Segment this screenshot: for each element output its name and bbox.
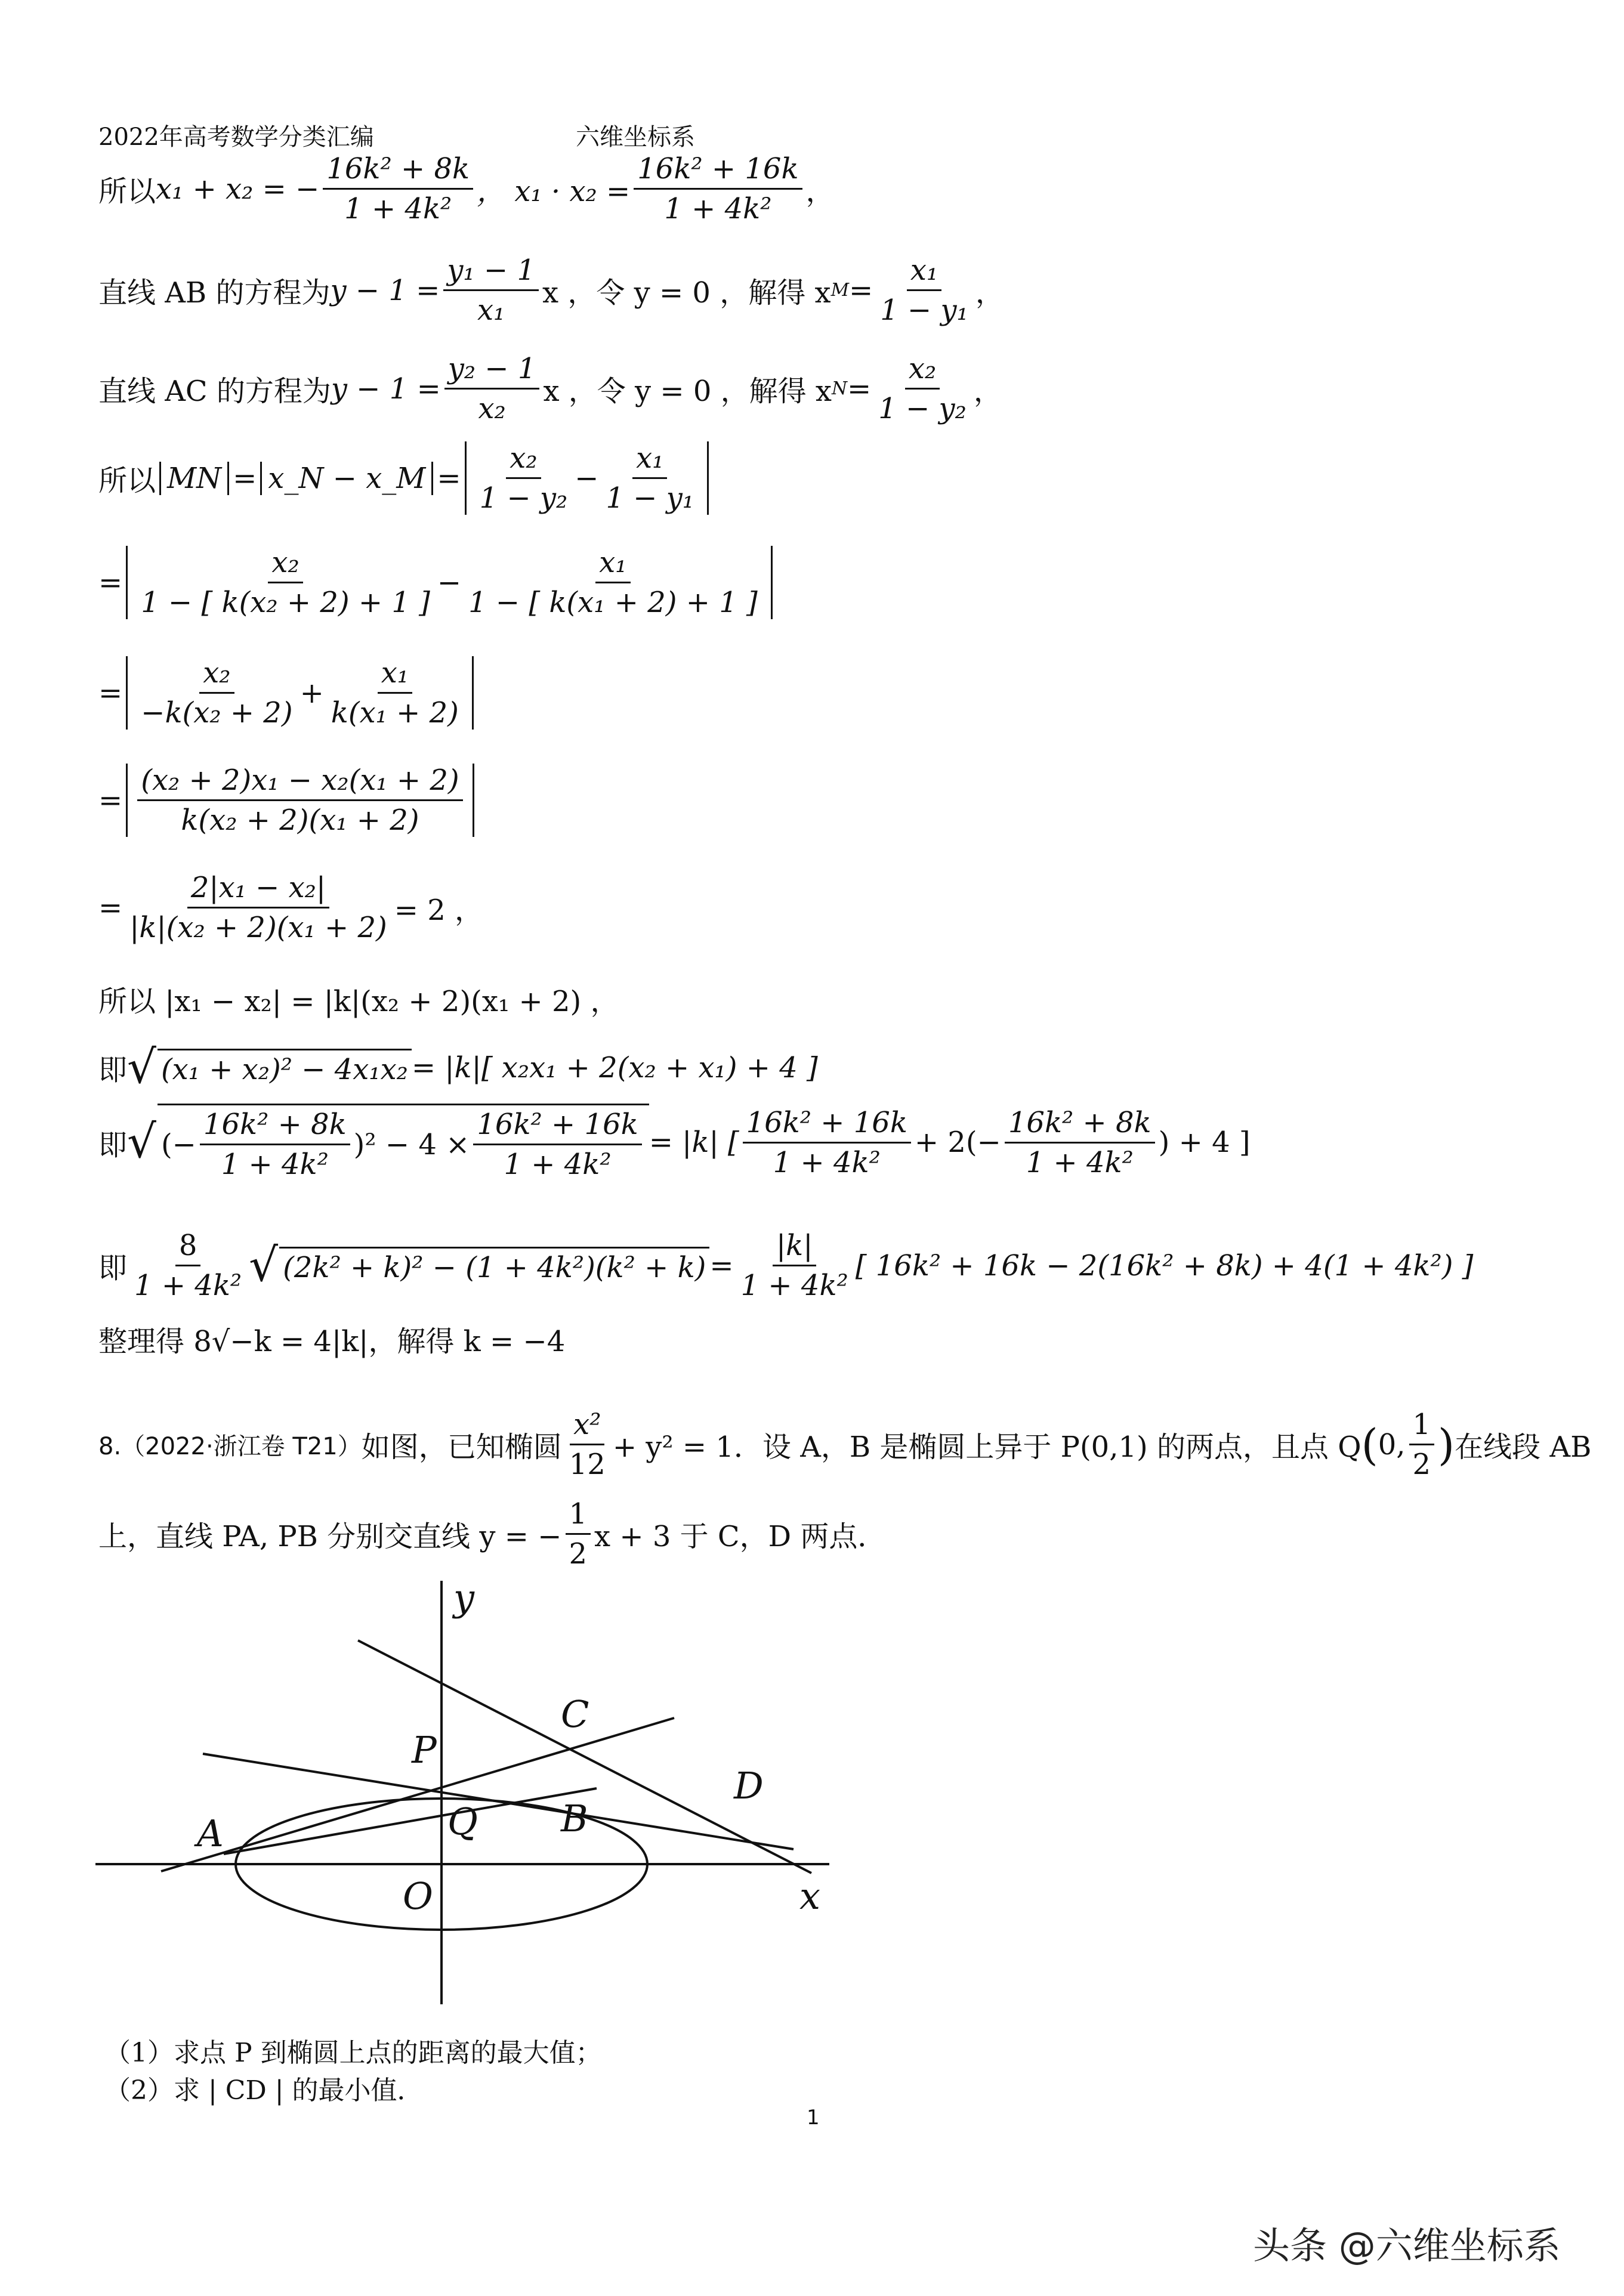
text-segment: ， [975,276,1004,310]
abs-value: MN [159,462,229,495]
numerator: x₁ [632,441,667,479]
question-1: （1）求点 P 到椭圆上点的距离的最大值； [104,2038,602,2068]
denominator: 1 + 4k² [504,1148,612,1181]
math-segment: ) + 4 ] [1158,1126,1251,1159]
math-segment: y − 1 = [331,372,441,406]
solution-line-11 [98,1104,1251,1181]
header-left: 2022年高考数学分类汇编 [98,123,374,151]
label-O: O [403,1874,433,1918]
fraction [743,1106,911,1179]
text-segment: = [849,273,873,307]
text-segment: − [437,565,462,600]
math-segment: (− [160,1127,196,1161]
solution-line-10 [98,1041,818,1094]
denominator: 1 + 4k² [1026,1145,1134,1179]
text-segment: = [98,783,123,817]
math-segment: y − 1 = [330,273,440,307]
radical-sign: √ [127,1041,156,1094]
problem-number: 8.（2022·浙江卷 T21） [98,1433,362,1460]
math-segment: ， x₁ · x₂ = [477,175,631,208]
text-segment: x ，令 y = 0 ，解得 x [542,276,831,310]
solution-line-12 [98,1229,1473,1302]
text-segment: = [847,372,872,406]
subscript: N [832,378,848,399]
fraction [131,1229,245,1302]
label-P: P [412,1728,437,1772]
paren-right: ) [1438,1419,1455,1470]
fraction [1005,1106,1155,1179]
question-2: （2）求 | CD | 的最小值． [104,2075,424,2106]
problem-statement-line-2 [98,1497,886,1571]
math-segment: x₁ + x₂ = − [156,172,320,206]
text-segment: = 2 ， [394,894,484,927]
numerator: 1 [1409,1408,1435,1445]
denominator: 1 − [ k(x₂ + 2) + 1 ] [141,586,430,619]
numerator: 16k² + 8k [1005,1106,1155,1144]
abs-value [126,764,474,837]
solution-line-6 [98,656,477,730]
text-segment: 直线 AB 的方程为 [98,276,331,310]
denominator: 2 [1412,1448,1431,1481]
page-number: 1 [807,2106,820,2130]
solution-line-8 [98,871,483,944]
numerator: (x₂ + 2)x₁ − x₂(x₁ + 2) [137,764,462,801]
abs-value [126,656,474,730]
numerator: 2|x₁ − x₂| [187,871,329,908]
solution-line-2 [98,254,1004,327]
text-segment: 所以 [98,464,156,497]
fraction [444,352,540,425]
denominator: 1 − y₂ [479,481,568,515]
fraction [137,764,462,837]
text-segment: 即 [98,1128,128,1162]
line-PB [203,1754,794,1849]
abs-value [465,441,709,515]
solution-line-5 [98,546,776,619]
denominator: 1 − y₁ [880,293,968,327]
fraction [465,546,761,619]
text-segment: = [98,565,123,600]
text-segment: 所以 [98,175,156,208]
text-segment: 整理得 8√−k = 4|k|，解得 k = −4 [98,1325,566,1358]
numerator: y₁ − 1 [443,254,539,291]
text-segment: 直线 AC 的方程为 [98,375,331,408]
solution-line-9 [98,978,619,1019]
text-segment: − [575,461,599,495]
numerator: x₁ [378,656,412,694]
numerator: x₂ [268,546,302,583]
fraction [737,1229,852,1302]
fraction [875,352,970,425]
radical-sign: √ [127,1115,156,1169]
radicand: (2k² + k)² − (1 + 4k²)(k² + k) [279,1247,709,1284]
text-segment: = [233,461,257,495]
denominator: k(x₂ + 2)(x₁ + 2) [181,804,419,837]
label-x: x [799,1874,820,1918]
fraction [328,656,462,730]
numerator: x₂ [199,656,234,694]
denominator: 12 [569,1448,606,1481]
numerator: |k| [773,1229,816,1266]
text-segment: x + 3 于 C，D 两点． [594,1520,887,1553]
fraction [126,871,391,944]
fraction [137,656,296,730]
text-segment: + y² = 1．设 A，B 是椭圆上异于 P(0,1) 的两点，且点 Q [612,1430,1361,1464]
solution-line-7 [98,764,478,837]
math-segment: [ 16k² + 16k − 2(16k² + 8k) + 4(1 + 4k²) ] [855,1249,1474,1283]
denominator: x₂ [478,392,506,425]
problem-statement-line-1 [98,1408,1591,1481]
numerator: 16k² + 16k [634,152,802,190]
numerator: x₂ [506,441,541,479]
text-segment: = [437,461,461,495]
square-root [249,1239,709,1292]
label-Q: Q [447,1800,478,1843]
solution-line-4 [98,441,712,515]
math-segment: + 2(− [914,1126,1001,1159]
fraction [603,441,698,515]
fraction [634,152,802,225]
denominator: 1 − y₂ [878,392,967,425]
math-segment: 0, [1378,1427,1406,1461]
fraction [323,152,473,225]
numerator: 16k² + 8k [200,1108,350,1145]
numerator: x₁ [595,546,630,583]
radical-sign: √ [249,1239,279,1292]
numerator: x₂ [905,352,940,390]
denominator: 1 + 4k² [773,1145,881,1179]
solution-line-1 [98,152,835,225]
denominator: |k|(x₂ + 2)(x₁ + 2) [129,911,387,944]
square-root [127,1104,649,1181]
text-segment: 所以 |x₁ − x₂| = |k|(x₂ + 2)(x₁ + 2) ， [98,985,619,1018]
denominator: 1 + 4k² [221,1148,329,1181]
solution-line-13 [98,1318,565,1359]
math-segment: = |k|[ x₂x₁ + 2(x₂ + x₁) + 4 ] [411,1050,818,1084]
text-segment: + [300,676,324,710]
text-segment: 即 [98,1251,128,1285]
denominator: 1 − [ k(x₁ + 2) + 1 ] [468,586,758,619]
text-segment: = [98,676,123,710]
text-segment: = [709,1249,734,1283]
label-D: D [734,1764,764,1807]
numerator: 16k² + 16k [743,1106,911,1144]
fraction [1409,1408,1435,1481]
fraction [566,1497,591,1571]
numerator: 1 [566,1497,591,1535]
text-segment: ， [973,375,1002,408]
text-segment: x ，令 y = 0 ，解得 x [543,375,832,408]
math-segment: = |k| [ [649,1126,739,1159]
radicand [158,1104,649,1181]
denominator: −k(x₂ + 2) [141,696,293,730]
denominator: k(x₁ + 2) [331,696,459,730]
abs-value: x_N − x_M [260,462,433,495]
numerator: 16k² + 16k [473,1108,641,1145]
text-segment: 在线段 AB [1455,1430,1592,1464]
text-segment: = [98,891,123,925]
numerator: x₁ [907,254,941,291]
denominator: 1 + 4k² [344,192,452,225]
paren-left: ( [1361,1419,1378,1470]
denominator: 1 + 4k² [740,1269,848,1302]
text-segment: 即 [98,1053,128,1087]
fraction [200,1108,350,1181]
denominator: 1 − y₁ [606,481,694,515]
radicand: (x₁ + x₂)² − 4x₁x₂ [158,1049,412,1086]
fraction [476,441,572,515]
fraction [137,546,434,619]
header-right: 六维坐标系 [576,123,695,151]
numerator: x² [570,1408,604,1445]
label-C: C [561,1692,589,1736]
denominator: x₁ [477,293,505,327]
text-segment: 如图，已知椭圆 [361,1430,562,1464]
label-B: B [561,1797,588,1840]
denominator: 1 + 4k² [134,1269,242,1302]
abs-value [126,546,773,619]
label-A: A [197,1812,224,1855]
fraction [566,1408,609,1481]
square-root [127,1041,412,1094]
numerator: 8 [175,1229,201,1266]
solution-line-3 [98,352,1002,425]
fraction [443,254,539,327]
watermark: 头条 @六维坐标系 [1253,2224,1561,2267]
numerator: y₂ − 1 [444,352,540,390]
fraction [473,1108,641,1181]
label-y: y [453,1576,475,1620]
numerator: 16k² + 8k [323,152,473,190]
fraction [876,254,972,327]
denominator: 1 + 4k² [664,192,772,225]
math-segment: )² − 4 × [353,1127,470,1161]
text-segment: 上，直线 PA, PB 分别交直线 y = − [98,1520,562,1553]
denominator: 2 [569,1537,588,1571]
subscript: M [830,280,850,301]
text-segment: ， [805,175,835,208]
ellipse-figure [95,1575,841,2016]
